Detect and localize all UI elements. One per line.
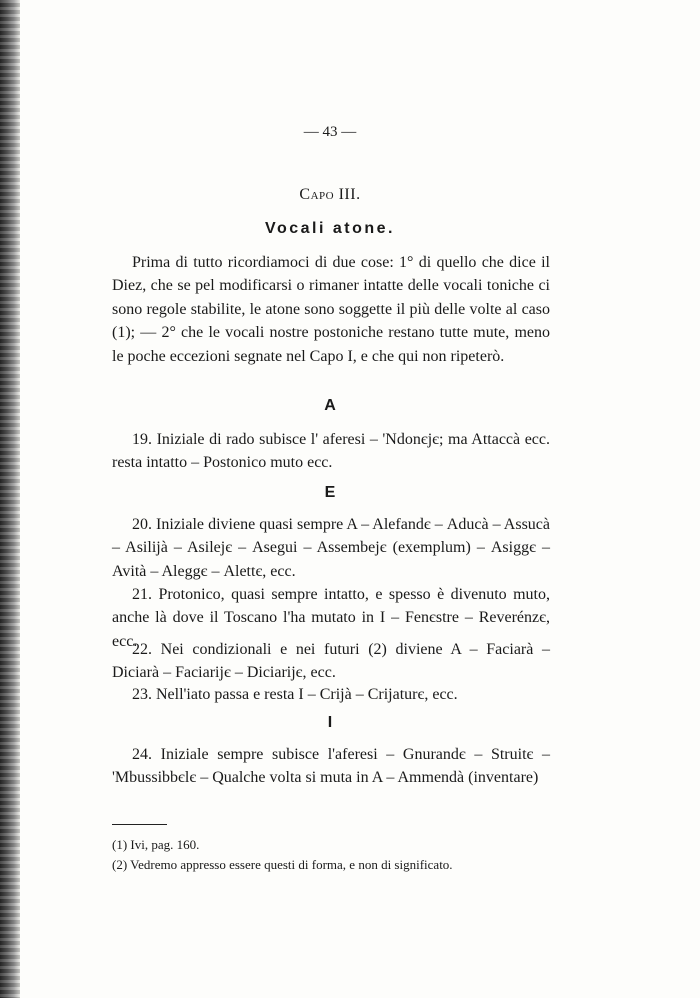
footnote-1: (1) Ivi, pag. 160. <box>112 837 200 852</box>
section-title: Vocali atone. <box>264 220 395 237</box>
paragraph-24: 24. Iniziale sempre subisce l'aferesi – Gnurandє – Struitє – 'Mbussibbєlє – Qualche volta si muta in A – Ammendà (inventare) <box>112 746 550 787</box>
letter-heading-a: A <box>324 397 336 414</box>
paragraph-21: 21. Protonico, quasi sempre intatto, e spesso è divenuto muto, anche là dove il Toscano l'ha mutato in I – Fenєstre – Reverénzє, ecc. <box>112 586 550 650</box>
chapter-heading: Capo III. <box>299 186 361 203</box>
letter-heading-e: E <box>324 484 336 501</box>
paragraph-23: 23. Nell'iato passa e resta I – Crijà – Crijaturє, ecc. <box>132 686 458 703</box>
footnote-rule <box>112 824 167 825</box>
paragraph-20: 20. Iniziale diviene quasi sempre A – Alefandє – Aducà – Assucà – Asilijà – Asilejє – Asegui – Assembejє (exemplum) – Asiggє – Avità – Aleggє – Alettє, ecc. <box>112 516 550 580</box>
footnote-2: (2) Vedremo appresso essere questi di forma, e non di significato. <box>112 857 453 872</box>
letter-heading-i: I <box>327 714 333 731</box>
paragraph-19: 19. Iniziale di rado subisce l' aferesi – 'Ndonєjє; ma Attaccà ecc. resta intatto – Postonico muto ecc. <box>112 431 550 472</box>
intro-paragraph: Prima di tutto ricordiamoci di due cose: 1° di quello che dice il Diez, che se pel modificarsi o rimaner intatte delle vocali toniche ci sono regole stabilite, le atone sono soggette il più delle volte al caso (1); — 2° che le vocali nostre postoniche restano tutte mute, meno le poche eccezioni segnate nel Capo I, e che qui non ripeterò. <box>112 254 550 365</box>
page-number: — 43 — <box>303 124 357 140</box>
paragraph-22: 22. Nei condizionali e nei futuri (2) diviene A – Faciarà – Diciarà – Faciarijє – Diciarijє, ecc. <box>112 641 550 682</box>
